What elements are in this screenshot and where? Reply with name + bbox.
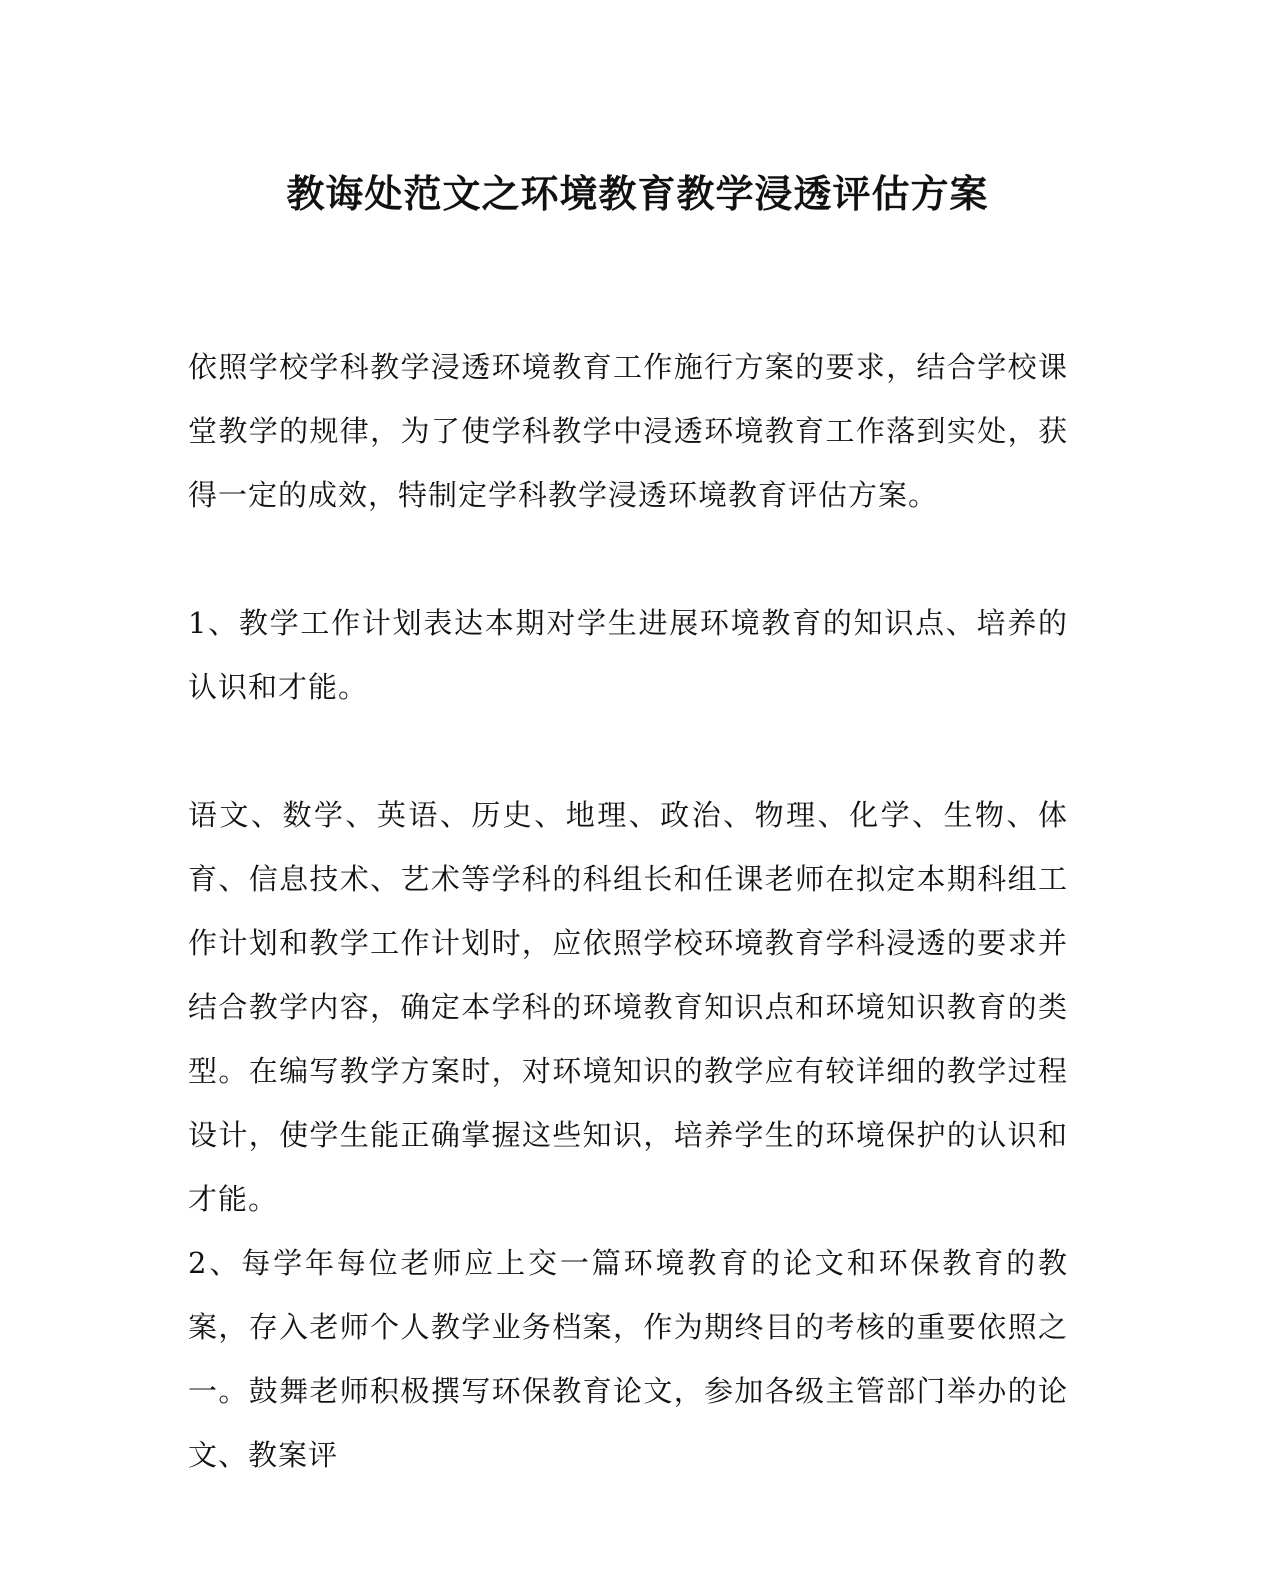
document-title: 教诲处范文之环境教育教学浸透评估方案 <box>286 171 989 216</box>
paragraph-item-2: 2、每学年每位老师应上交一篇环境教育的论文和环保教育的教案，存入老师个人教学业务档案，作为期终目的考核的重要依照之一。鼓舞老师积极撰写环保教育论文，参加各级主管部门举办的论文、教案评 <box>188 1246 1068 1472</box>
paragraph-subjects: 语文、数学、英语、历史、地理、政治、物理、化学、生物、体育、信息技术、艺术等学科的科组长和任课老师在拟定本期科组工作计划和教学工作计划时，应依照学校环境教育学科浸透的要求并结合教学内容，确定本学科的环境教育知识点和环境知识教育的类型。在编写教学方案时，对环境知识的教学应有较详细的教学过程设计，使学生能正确掌握这些知识，培养学生的环境保护的认识和才能。 <box>188 798 1068 1216</box>
paragraph-intro: 依照学校学科教学浸透环境教育工作施行方案的要求，结合学校课堂教学的规律，为了使学科教学中浸透环境教育工作落到实处，获得一定的成效，特制定学科教学浸透环境教育评估方案。 <box>188 350 1068 512</box>
paragraph-item-1: 1、教学工作计划表达本期对学生进展环境教育的知识点、培养的认识和才能。 <box>188 606 1068 704</box>
